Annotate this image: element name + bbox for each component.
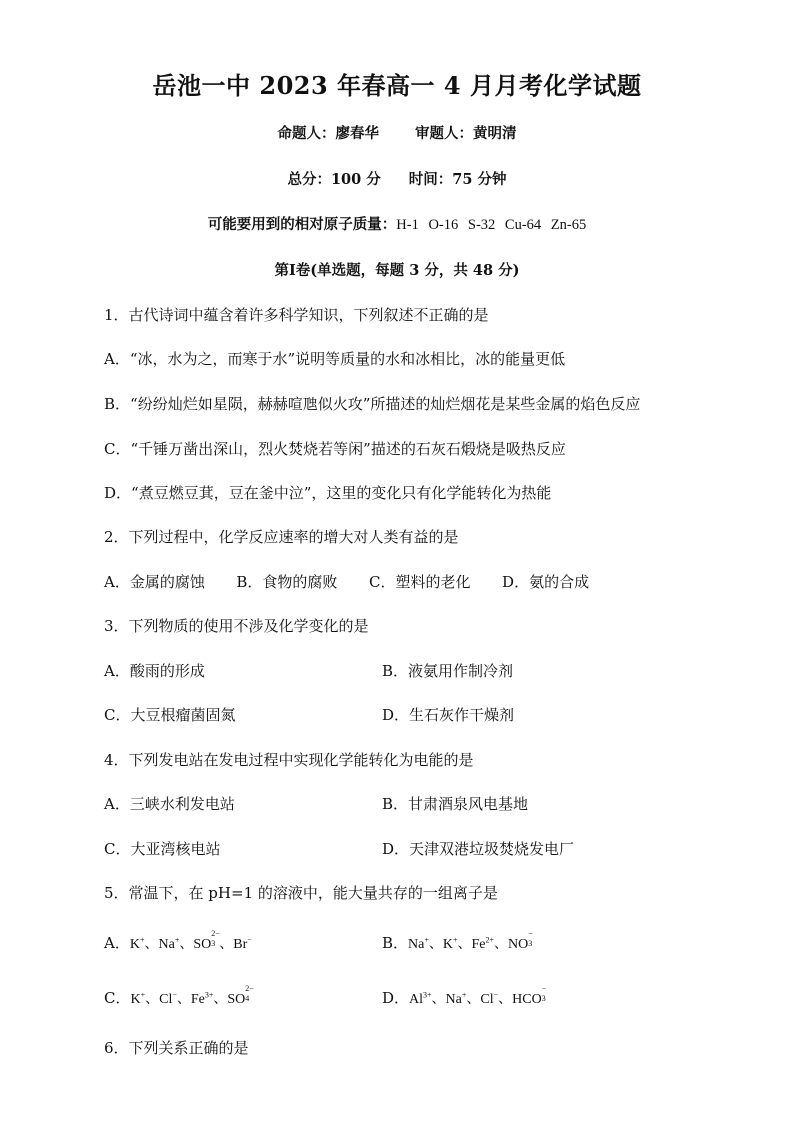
q1-option-a: A．“冰，水为之，而寒于水”说明等质量的水和冰相比，冰的能量更低	[104, 350, 566, 368]
q1-option-d: D．“煮豆燃豆萁，豆在釜中泣”，这里的变化只有化学能转化为热能	[104, 484, 552, 502]
section-title: 第Ⅰ卷(单选题，每题 3 分，共 48 分)	[274, 262, 520, 279]
q1-option-c: C．“千锤万凿出深山，烈火焚烧若等闲”描述的石灰石煅烧是吸热反应	[104, 440, 566, 458]
q5-stem: 5．常温下，在 pH=1 的溶液中，能大量共存的一组离子是	[104, 884, 498, 902]
q5-option-c: C．K+、Cl−、$Fe^{3+}$、SO 2− 4	[104, 984, 254, 1007]
q4-option-b: B．甘肃酒泉风电基地	[382, 795, 529, 813]
q2-option-a: A．金属的腐蚀	[104, 573, 205, 591]
q5-option-b: B．Na+、K+、$Fe^{2+}$、NO − 3	[382, 932, 536, 953]
total-score: 总分：100 分	[287, 171, 381, 188]
q3-option-d: D．生石灰作干燥剂	[382, 706, 515, 724]
q4-option-c: C．大亚湾核电站	[104, 840, 221, 858]
q4-stem: 4．下列发电站在发电过程中实现化学能转化为电能的是	[104, 751, 474, 769]
q3-stem: 3．下列物质的使用不涉及化学变化的是	[104, 617, 369, 635]
reviewer: 审题人：黄明清	[415, 125, 517, 142]
q5-a-ions: K+、Na+、SO 2− 3 、Br−	[129, 929, 252, 952]
q5-option-a: A．K+、Na+、SO 2− 3 、Br−	[104, 929, 252, 952]
atomic-masses-line	[0, 213, 794, 234]
q2-option-d: D．氨的合成	[502, 573, 590, 591]
q5-d-ions: $Al^{3+}$、Na+、Cl−、HCO − 3	[409, 984, 547, 1007]
q4-option-d: D．天津双港垃圾焚烧发电厂	[382, 840, 575, 858]
proposer: 命题人：廖春华	[277, 125, 379, 142]
exam-title: 岳池一中 2023 年春高一 4 月月考化学试题	[152, 71, 642, 100]
q3-option-c: C．大豆根瘤菌固氮	[104, 706, 236, 724]
q3-option-b: B．液氨用作制冷剂	[382, 662, 514, 680]
atomic-masses-label: 可能要用到的相对原子质量：	[207, 216, 397, 233]
q5-c-ions: K+、Cl−、$Fe^{3+}$、SO 2− 4	[130, 984, 254, 1007]
q5-b-ions: Na+、K+、$Fe^{2+}$、NO − 3	[408, 929, 533, 952]
q6-stem: 6．下列关系正确的是	[104, 1039, 249, 1057]
q2-options	[104, 571, 589, 592]
score-time-line	[0, 168, 794, 189]
author-line	[0, 122, 794, 143]
q2-stem: 2．下列过程中，化学反应速率的增大对人类有益的是	[104, 528, 459, 546]
q2-option-b: B．食物的腐败	[236, 573, 338, 591]
q3-option-a: A．酸雨的形成	[104, 662, 205, 680]
q2-option-c: C．塑料的老化	[369, 573, 471, 591]
q1-stem: 1．古代诗词中蕴含着许多科学知识，下列叙述不正确的是	[104, 306, 489, 324]
q4-option-a: A．三峡水利发电站	[104, 795, 235, 813]
atomic-masses-values: H-1 O-16 S-32 Cu-64 Zn-65	[396, 217, 587, 233]
q5-option-d: D．$Al^{3+}$、Na+、Cl−、HCO − 3	[382, 987, 550, 1008]
q1-option-b: B．“纷纷灿烂如星陨，赫赫喧虺似火攻”所描述的灿烂烟花是某些金属的焰色反应	[104, 395, 641, 413]
exam-time: 时间：75 分钟	[408, 171, 507, 188]
